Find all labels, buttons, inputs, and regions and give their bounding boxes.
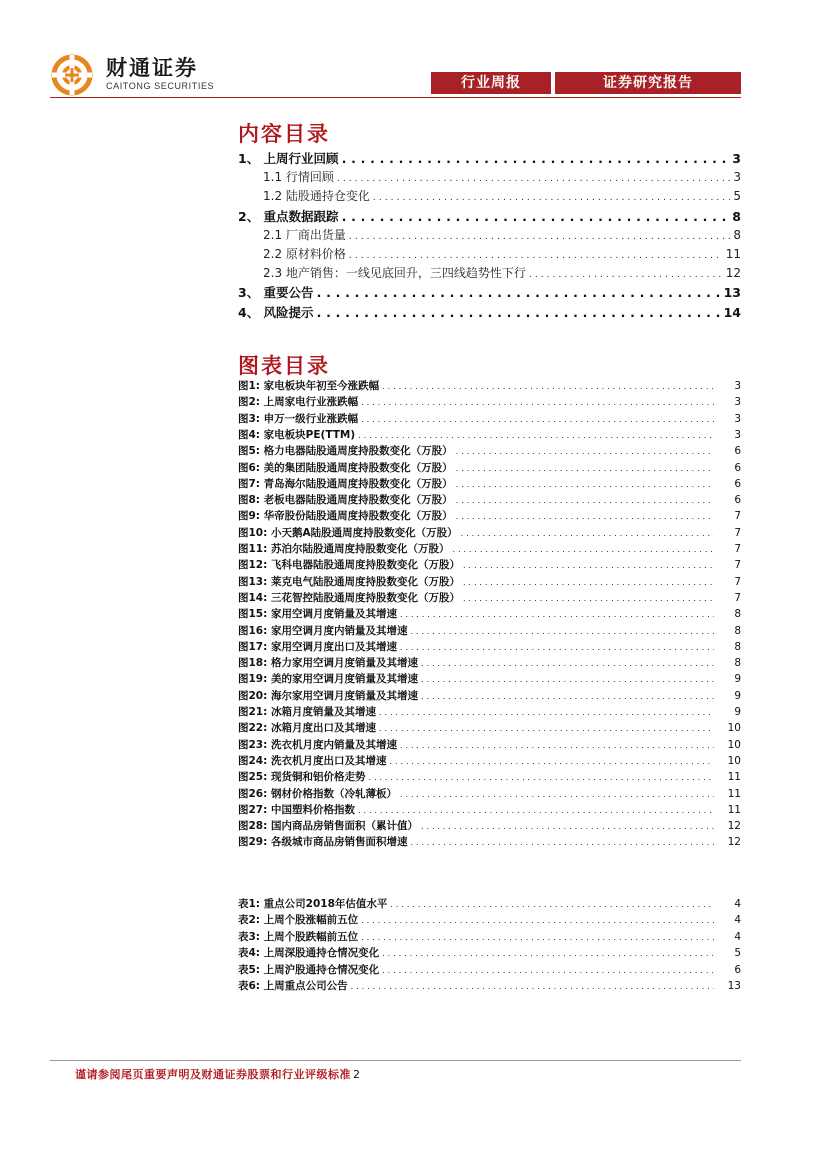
toc-entry[interactable] (238, 303, 741, 321)
dot-leader (349, 251, 723, 261)
dot-leader (463, 561, 714, 570)
entry-label: 2、 重点数据跟踪 (238, 208, 339, 224)
entry-label: 图27: 中国塑料价格指数 (238, 803, 355, 816)
entry-label: 图4: 家电板块PE(TTM) (238, 428, 356, 441)
entry-label: 表6: 上周重点公司公告 (238, 980, 348, 992)
dot-leader (400, 790, 714, 799)
entry-page-number: 11 (727, 803, 741, 816)
toc-entry[interactable] (238, 769, 741, 784)
entry-page-number: 4 (734, 914, 741, 927)
entry-label: 图17: 家用空调月度出口及其增速 (238, 640, 397, 653)
dot-leader (382, 966, 714, 975)
toc-entry[interactable] (238, 557, 741, 572)
toc-entry[interactable] (238, 945, 741, 960)
dot-leader (456, 512, 714, 521)
entry-label: 图9: 华帝股份陆股通周度持股数变化（万股） (238, 510, 453, 523)
entry-label: 表1: 重点公司2018年估值水平 (238, 898, 388, 910)
entry-label: 图26: 钢材价格指数（冷轧薄板） (238, 787, 397, 800)
dot-leader (529, 270, 723, 280)
toc-entry[interactable] (238, 443, 741, 458)
entry-label: 图3: 申万一级行业涨跌幅 (238, 412, 359, 425)
entry-label: 图15: 家用空调月度销量及其增速 (238, 608, 397, 621)
dot-leader (463, 578, 714, 587)
toc-entry[interactable] (238, 226, 741, 243)
toc-entry[interactable] (238, 574, 741, 589)
entry-page-number: 7 (734, 559, 741, 572)
dot-leader (382, 382, 714, 391)
dot-leader (421, 692, 714, 701)
dot-leader (337, 174, 730, 184)
entry-page-number: 4 (734, 930, 741, 943)
entry-label: 图6: 美的集团陆股通周度持股数变化（万股） (238, 461, 453, 474)
entry-label: 图22: 冰箱月度出口及其增速 (238, 722, 376, 735)
toc-list (238, 149, 741, 319)
entry-page-number: 11 (727, 787, 741, 800)
entry-page-number: 14 (723, 304, 741, 320)
dot-leader (379, 724, 714, 733)
toc-entry[interactable] (238, 394, 741, 409)
entry-label: 表4: 上周深股通持仓情况变化 (238, 947, 380, 960)
entry-page-number: 8 (733, 227, 741, 242)
dot-leader (358, 431, 714, 440)
entry-label: 图2: 上周家电行业涨跌幅 (238, 396, 359, 409)
entry-page-number: 12 (725, 266, 741, 281)
footer-disclaimer (75, 1066, 361, 1082)
entry-label: 表5: 上周沪股通持仓情况变化 (238, 963, 380, 976)
entry-label: 图18: 格力家用空调月度销量及其增速 (238, 657, 418, 670)
toc-entry[interactable] (238, 187, 741, 204)
dot-leader (351, 982, 714, 991)
toc-entry[interactable] (238, 525, 741, 540)
entry-page-number: 12 (727, 836, 741, 849)
dot-leader (461, 529, 714, 538)
dot-leader (389, 757, 714, 766)
entry-page-number: 6 (734, 963, 741, 976)
toc-title: 内容目录 (238, 121, 330, 146)
toc-entry[interactable] (238, 929, 741, 944)
entry-label: 图13: 莱克电气陆股通周度持股数变化（万股） (238, 575, 460, 588)
header-divider (50, 97, 741, 98)
entry-page-number: 7 (734, 591, 741, 604)
entry-page-number: 3 (734, 412, 741, 425)
toc-entry[interactable] (238, 508, 741, 523)
entry-label: 图25: 现货铜和铝价格走势 (238, 771, 366, 784)
entry-page-number: 8 (734, 624, 741, 637)
toc-entry[interactable] (238, 411, 741, 426)
entry-label: 表2: 上周个股涨幅前五位 (238, 914, 359, 927)
entry-label: 2.2 原材料价格 (263, 247, 346, 261)
entry-label: 图8: 老板电器陆股通周度持股数变化（万股） (238, 494, 453, 507)
dot-leader (421, 675, 714, 684)
tables-list (238, 896, 741, 996)
entry-label: 3、 重要公告 (238, 285, 314, 301)
dot-leader (373, 193, 730, 203)
entry-label: 图23: 洗衣机月度内销量及其增速 (238, 738, 397, 751)
dot-leader (317, 305, 721, 320)
entry-page-number: 3 (733, 170, 741, 185)
dot-leader (342, 151, 730, 166)
toc-entry[interactable] (238, 623, 741, 638)
entry-label: 1、 上周行业回顾 (238, 151, 339, 166)
toc-entry[interactable] (238, 834, 741, 849)
entry-page-number: 7 (734, 526, 741, 539)
logo-english-name: CAITONG SECURITIES (106, 81, 215, 91)
dot-leader (400, 643, 714, 652)
toc-entry[interactable] (238, 606, 741, 621)
toc-entry[interactable] (238, 283, 741, 301)
toc-entry[interactable] (238, 168, 741, 185)
entry-label: 2.3 地产销售：一线见底回升，三四线趋势性下行 (263, 266, 526, 281)
dot-leader (361, 916, 714, 925)
entry-page-number: 5 (733, 189, 741, 204)
dot-leader (400, 610, 714, 619)
dot-leader (456, 480, 714, 489)
dot-leader (410, 838, 714, 847)
dot-leader (349, 232, 730, 242)
toc-entry[interactable] (238, 378, 741, 393)
toc-entry[interactable] (238, 962, 741, 977)
entry-page-number: 6 (734, 477, 741, 490)
entry-page-number: 11 (727, 771, 741, 784)
toc-entry[interactable] (238, 460, 741, 475)
toc-entry[interactable] (238, 786, 741, 801)
entry-page-number: 13 (723, 285, 741, 301)
toc-entry[interactable] (238, 978, 741, 993)
entry-page-number: 8 (734, 608, 741, 621)
dot-leader (390, 900, 714, 909)
entry-label: 图7: 青岛海尔陆股通周度持股数变化（万股） (238, 477, 453, 490)
entry-page-number: 8 (734, 657, 741, 670)
toc-entry[interactable] (238, 590, 741, 605)
entry-label: 图28: 国内商品房销售面积（累计值） (238, 820, 418, 833)
entry-page-number: 6 (734, 445, 741, 458)
footer-text: 谨请参阅尾页重要声明及财通证券股票和行业评级标准 (75, 1068, 351, 1081)
entry-page-number: 6 (734, 461, 741, 474)
entry-page-number: 9 (734, 689, 741, 702)
dot-leader (361, 398, 714, 407)
dot-leader (421, 822, 714, 831)
toc-entry[interactable] (238, 720, 741, 735)
entry-label: 图12: 飞科电器陆股通周度持股数变化（万股） (238, 559, 460, 572)
entry-page-number: 12 (727, 820, 741, 833)
dot-leader (361, 933, 714, 942)
entry-label: 图11: 苏泊尔陆股通周度持股数变化（万股） (238, 543, 450, 555)
dot-leader (382, 949, 714, 958)
toc-entry[interactable] (238, 639, 741, 654)
toc-entry[interactable] (238, 149, 741, 167)
toc-entry[interactable] (238, 492, 741, 507)
report-type-badge: 行业周报 (431, 72, 551, 94)
toc-entry[interactable] (238, 264, 741, 281)
entry-label: 图16: 家用空调月度内销量及其增速 (238, 624, 408, 637)
entry-label: 图14: 三花智控陆股通周度持股数变化（万股） (238, 591, 460, 604)
dot-leader (452, 545, 714, 554)
entry-label: 1.1 行情回顾 (263, 170, 334, 185)
toc-entry[interactable] (238, 753, 741, 768)
figures-title: 图表目录 (238, 353, 330, 378)
entry-label: 图1: 家电板块年初至今涨跌幅 (238, 380, 380, 392)
dot-leader (379, 708, 714, 717)
toc-entry[interactable] (238, 476, 741, 491)
entry-page-number: 9 (734, 706, 741, 718)
entry-label: 4、 风险提示 (238, 304, 314, 320)
dot-leader (456, 447, 714, 456)
entry-page-number: 11 (725, 247, 741, 261)
entry-page-number: 7 (734, 543, 741, 555)
entry-page-number: 9 (734, 673, 741, 686)
entry-page-number: 8 (732, 208, 741, 224)
toc-entry[interactable] (238, 912, 741, 927)
logo-chinese-name: 财通证券 (106, 55, 198, 80)
entry-page-number: 3 (734, 380, 741, 392)
toc-entry[interactable] (238, 245, 741, 262)
toc-entry[interactable] (238, 818, 741, 833)
toc-entry[interactable] (238, 671, 741, 686)
entry-label: 表3: 上周个股跌幅前五位 (238, 930, 359, 943)
entry-page-number: 10 (727, 754, 741, 767)
entry-label: 2.1 厂商出货量 (263, 227, 346, 242)
dot-leader (456, 464, 714, 473)
toc-entry[interactable] (238, 704, 741, 719)
dot-leader (317, 285, 721, 300)
entry-label: 图24: 洗衣机月度出口及其增速 (238, 754, 387, 767)
dot-leader (456, 496, 714, 505)
dot-leader (400, 741, 714, 750)
dot-leader (368, 773, 714, 782)
dot-leader (410, 627, 714, 636)
caitong-logo-icon (50, 54, 94, 96)
toc-entry[interactable] (238, 207, 741, 225)
entry-page-number: 6 (734, 494, 741, 507)
toc-entry[interactable] (238, 688, 741, 703)
entry-label: 图5: 格力电器陆股通周度持股数变化（万股） (238, 445, 453, 458)
report-category-badge: 证券研究报告 (555, 72, 741, 94)
entry-page-number: 13 (727, 980, 741, 992)
dot-leader (421, 659, 714, 668)
entry-page-number: 3 (734, 428, 741, 441)
entry-page-number: 7 (734, 575, 741, 588)
toc-entry[interactable] (238, 541, 741, 556)
figures-list (238, 378, 741, 848)
dot-leader (358, 806, 714, 815)
page-number: 2 (353, 1068, 361, 1081)
entry-page-number: 8 (734, 640, 741, 653)
entry-label: 图29: 各级城市商品房销售面积增速 (238, 836, 408, 849)
toc-entry[interactable] (238, 737, 741, 752)
toc-entry[interactable] (238, 655, 741, 670)
entry-page-number: 7 (734, 510, 741, 523)
entry-label: 图10: 小天鹅A陆股通周度持股数变化（万股） (238, 526, 458, 539)
entry-label: 1.2 陆股通持仓变化 (263, 189, 370, 204)
entry-page-number: 10 (727, 722, 741, 735)
entry-label: 图19: 美的家用空调月度销量及其增速 (238, 673, 418, 686)
entry-page-number: 3 (732, 151, 741, 166)
dot-leader (342, 209, 730, 224)
entry-page-number: 5 (734, 947, 741, 960)
footer-divider (50, 1060, 741, 1061)
company-logo (50, 54, 250, 96)
toc-entry[interactable] (238, 427, 741, 442)
entry-label: 图21: 冰箱月度销量及其增速 (238, 706, 376, 718)
toc-entry[interactable] (238, 802, 741, 817)
entry-label: 图20: 海尔家用空调月度销量及其增速 (238, 689, 418, 702)
dot-leader (361, 415, 714, 424)
entry-page-number: 4 (734, 898, 741, 910)
entry-page-number: 3 (734, 396, 741, 409)
toc-entry[interactable] (238, 896, 741, 911)
entry-page-number: 10 (727, 738, 741, 751)
dot-leader (463, 594, 714, 603)
